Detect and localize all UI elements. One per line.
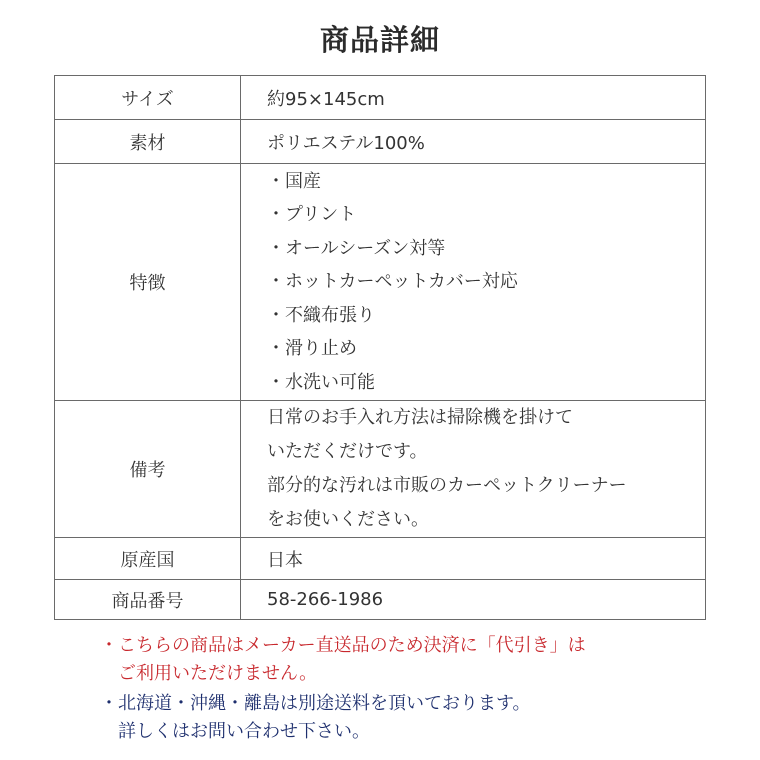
notes [100, 632, 586, 748]
feature-item: ・不織布張り [267, 304, 375, 326]
note-line: 詳しくはお問い合わせ下さい。 [118, 721, 370, 742]
page-title: 商品詳細 [319, 23, 440, 57]
remarks-value [241, 401, 706, 538]
feature-item: ・水洗い可能 [267, 371, 375, 393]
shipping-notice [100, 690, 586, 746]
feature-item: ・ホットカーペットカバー対応 [267, 271, 518, 293]
origin-value: 日本 [241, 538, 706, 580]
table-row-features [55, 164, 706, 401]
size-label: サイズ [55, 76, 241, 120]
table-row-origin [55, 538, 706, 580]
feature-item: ・オールシーズン対等 [267, 237, 446, 259]
note-line: ・こちらの商品はメーカー直送品のため決済に「代引き」は [100, 635, 586, 656]
size-value: 約95×145cm [241, 76, 706, 120]
product-number-value: 58-266-1986 [241, 580, 706, 620]
note-line: ご利用いただけません。 [118, 663, 318, 684]
table-row-material [55, 120, 706, 164]
remarks-line: 日常のお手入れ方法は掃除機を掛けて [267, 407, 573, 428]
product-details-table [54, 75, 706, 620]
material-value: ポリエステル100% [241, 120, 706, 164]
remarks-line: 部分的な汚れは市販のカーペットクリーナー [267, 475, 627, 496]
features-list [267, 165, 705, 400]
cod-notice [100, 632, 586, 688]
remarks-line: いただくだけです。 [267, 441, 428, 462]
remarks-text [267, 401, 705, 537]
product-number-label: 商品番号 [55, 580, 241, 620]
features-label: 特徴 [55, 164, 241, 401]
material-label: 素材 [55, 120, 241, 164]
remarks-label: 備考 [55, 401, 241, 538]
origin-label: 原産国 [55, 538, 241, 580]
table-row-size [55, 76, 706, 120]
remarks-line: をお使いください。 [267, 509, 429, 530]
table-row-remarks [55, 401, 706, 538]
note-line: ・北海道・沖縄・離島は別途送料を頂いております。 [100, 693, 531, 714]
feature-item: ・プリント [267, 204, 357, 226]
features-value [241, 164, 706, 401]
table-row-product-number [55, 580, 706, 620]
feature-item: ・国産 [267, 170, 321, 192]
feature-item: ・滑り止め [267, 338, 357, 360]
